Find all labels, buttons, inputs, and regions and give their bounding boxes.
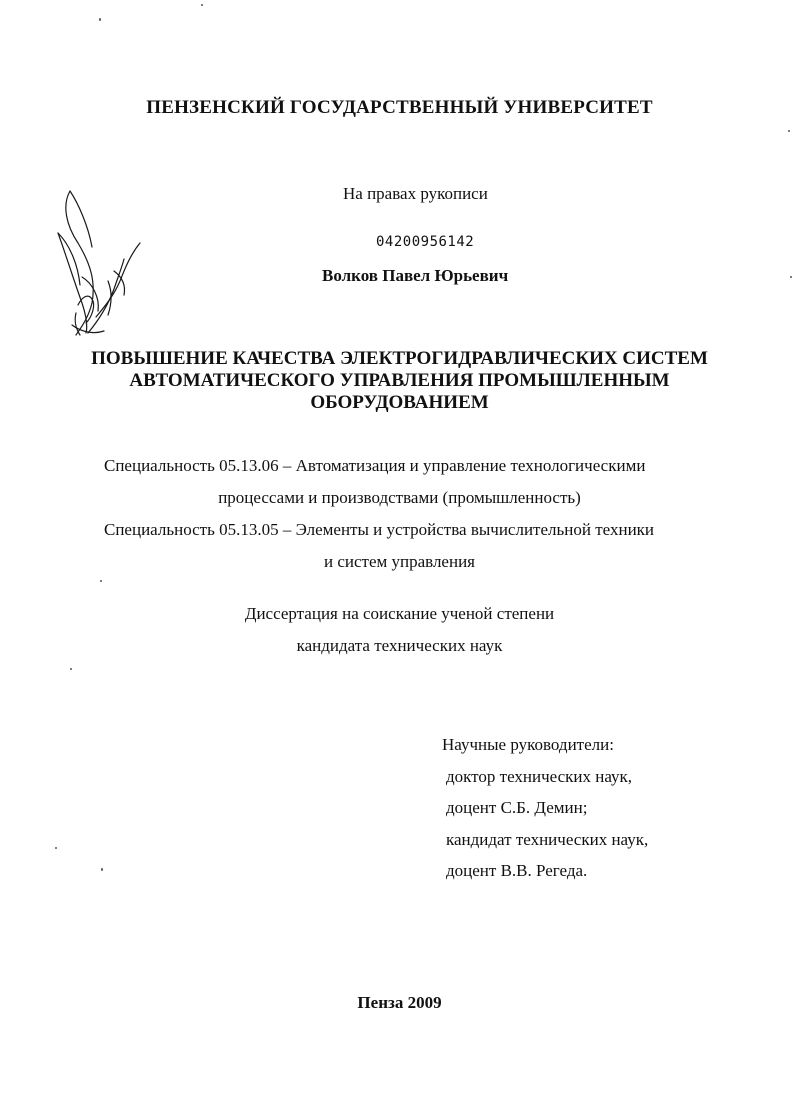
scan-speck [101, 868, 103, 871]
scan-speck [70, 668, 72, 670]
city-year: Пенза 2009 [357, 993, 442, 1012]
signature-drawing [52, 185, 147, 345]
scan-speck [100, 580, 102, 582]
dissertation-title [0, 348, 799, 414]
title-line: АВТОМАТИЧЕСКОГО УПРАВЛЕНИЯ ПРОМЫШЛЕННЫМ [129, 370, 670, 391]
supervisor-line: доцент В.В. Регеда. [446, 861, 588, 880]
title-line: ОБОРУДОВАНИЕМ [310, 392, 489, 413]
specialty-1-line-2: процессами и производствами (промышленность) [218, 488, 581, 507]
signature [52, 185, 147, 345]
degree-line-2: кандидата технических наук [296, 636, 503, 655]
university-name: ПЕНЗЕНСКИЙ ГОСУДАРСТВЕННЫЙ УНИВЕРСИТЕТ [146, 97, 653, 118]
scan-speck [55, 847, 57, 849]
author-name: Волков Павел Юрьевич [322, 266, 509, 285]
scan-speck [790, 276, 792, 278]
document-code: 04200956142 [376, 234, 475, 250]
specialty-1-line-1: Специальность 05.13.06 – Автоматизация и управление технологическими [104, 456, 646, 475]
scan-speck [201, 4, 203, 6]
supervisor-line: доцент С.Б. Демин; [446, 798, 588, 817]
title-line: ПОВЫШЕНИЕ КАЧЕСТВА ЭЛЕКТРОГИДРАВЛИЧЕСКИХ СИСТЕМ [91, 348, 708, 369]
scan-speck [99, 18, 101, 21]
scan-speck [788, 130, 790, 132]
supervisors-label: Научные руководители: [442, 735, 614, 754]
degree-line-1: Диссертация на соискание ученой степени [244, 604, 555, 623]
supervisor-line: доктор технических наук, [446, 766, 633, 786]
specialty-2-line-2: и систем управления [323, 552, 475, 571]
supervisor-line: кандидат технических наук, [446, 829, 649, 849]
rights-note: На правах рукописи [343, 184, 488, 203]
specialty-2-line-1: Специальность 05.13.05 – Элементы и устройства вычислительной техники [104, 520, 655, 539]
supervisors-block [442, 729, 648, 887]
